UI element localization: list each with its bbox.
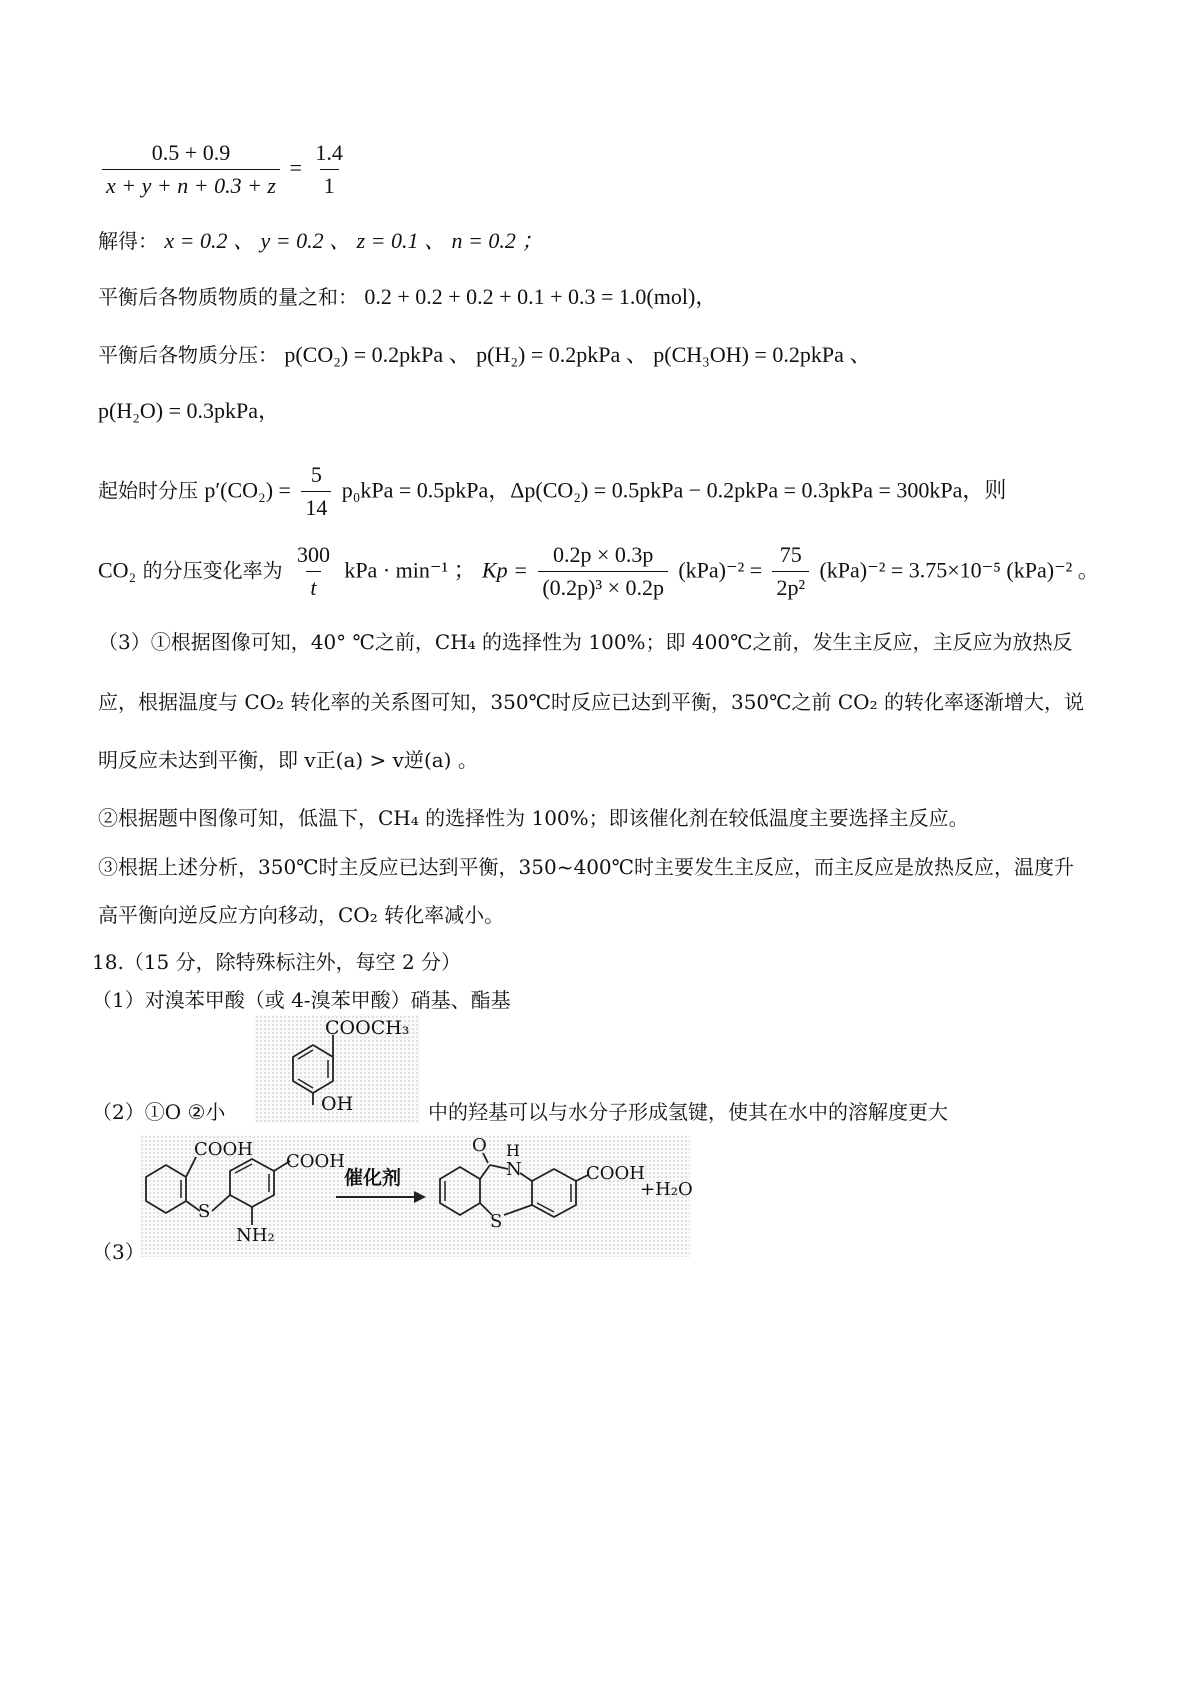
reactant-ring-1 <box>146 1165 186 1213</box>
rate-co2: CO₂ <box>98 557 137 583</box>
fraction-right-denominator: 1 <box>320 169 339 199</box>
label-cooch3: COOCH₃ <box>325 1017 410 1039</box>
q3-line-2: 应，根据温度与 CO₂ 转化率的关系图可知，350℃时反应已达到平衡，350℃之前 CO₂ 的转化率逐渐增大，说 <box>98 690 1084 714</box>
q18-part-1: （1）对溴苯甲酸（或 4-溴苯甲酸）硝基、酯基 <box>92 988 511 1012</box>
fraction-numerator: 0.5 + 0.9 <box>151 140 231 165</box>
label-oh: OH <box>321 1093 354 1115</box>
product-ring-left <box>440 1167 480 1215</box>
q3-line-6: 高平衡向逆反应方向移动，CO₂ 转化率减小。 <box>98 903 505 927</box>
product-o: O <box>472 1135 487 1156</box>
inner-bond <box>298 1079 313 1088</box>
reactant-cooh-2: COOH <box>286 1151 345 1172</box>
partial-prefix: 平衡后各物质分压： <box>98 343 278 367</box>
kp-fraction-2-num: 75 <box>779 542 802 567</box>
q3-line-3: 明反应未达到平衡，即 v正(a) > v逆(a) 。 <box>98 748 478 772</box>
methyl-salicylate-structure <box>255 1015 420 1123</box>
initial-pressure-line <box>98 462 1006 522</box>
bond-ring1-cooh <box>186 1157 196 1177</box>
product-ring-right <box>532 1169 576 1217</box>
sum-line <box>98 284 717 310</box>
q18-header: 18.（15 分，除特殊标注外，每空 2 分） <box>92 950 462 974</box>
sum-prefix: 平衡后各物质物质的量之和： <box>98 285 358 309</box>
kp-fraction-2 <box>772 542 809 602</box>
initial-lhs: p′(CO₂) = <box>204 477 291 503</box>
solve-line <box>98 228 543 254</box>
reactant-s: S <box>198 1201 211 1222</box>
q3-line-5: ③根据上述分析，350℃时主反应已达到平衡，350~400℃时主要发生主反应，而主反应是放热反应，温度升 <box>98 855 1075 879</box>
kp-mid: (kPa)⁻² = <box>678 557 763 583</box>
product-h: H <box>506 1141 520 1160</box>
product-n: N <box>506 1159 522 1180</box>
rate-text: 的分压变化率为 <box>142 558 283 583</box>
q18-part-2-prefix: （2）①O ②小 <box>92 1100 226 1124</box>
partial-line-1 <box>98 342 871 368</box>
q3-line-4: ②根据题中图像可知，低温下，CH₄ 的选择性为 100%；即该催化剂在较低温度主要选择主反应。 <box>98 806 969 830</box>
q18-part-2 <box>92 1100 225 1124</box>
water-product: +H₂O <box>640 1179 693 1200</box>
reactant-nh2: NH₂ <box>236 1225 275 1246</box>
bond-s-ring2 <box>212 1195 230 1211</box>
fraction-right-numerator: 1.4 <box>315 140 343 165</box>
reactant-cooh-1: COOH <box>194 1139 253 1160</box>
reactant-ring-2-bond <box>235 1164 252 1173</box>
kp-label: Kp = <box>481 557 528 583</box>
initial-fraction-num: 5 <box>310 462 322 487</box>
kp-fraction-den: (0.2p)³ × 0.2p <box>538 571 668 601</box>
kp-tail: (kPa)⁻² = 3.75×10⁻⁵ (kPa)⁻² 。 <box>819 557 1100 583</box>
kp-fraction-2-den: 2p² <box>772 571 809 601</box>
equation-fraction <box>98 140 351 200</box>
inner-bond <box>298 1050 313 1059</box>
initial-fraction <box>301 462 331 522</box>
reaction-scheme <box>140 1135 693 1257</box>
rate-unit: kPa · min⁻¹ ； <box>344 557 476 583</box>
reaction-arrow-head <box>414 1191 426 1203</box>
product-s-ring <box>504 1205 532 1215</box>
fraction-left <box>102 140 280 200</box>
benzene-ring <box>293 1045 333 1093</box>
q18-part-3: （3） <box>92 1240 145 1264</box>
initial-prefix: 起始时分压 <box>98 478 198 503</box>
reactant-ring-2 <box>230 1159 274 1207</box>
initial-rest: p₀kPa = 0.5pkPa，Δp(CO₂) = 0.5pkPa − 0.2pkPa = 0.3pkPa = 300kPa，则 <box>341 477 1007 503</box>
partial-expr-1: p(CO₂) = 0.2pkPa 、 p(H₂) = 0.2pkPa 、 p(CH₃OH) = 0.2pkPa 、 <box>284 342 872 367</box>
kp-fraction <box>538 542 668 602</box>
equals-sign: = <box>289 154 302 180</box>
solve-prefix: 解得： <box>98 229 158 253</box>
arrow-label: 催化剂 <box>344 1167 402 1189</box>
product-carbonyl-bond <box>480 1165 490 1179</box>
rate-fraction-den: t <box>306 571 320 601</box>
product-s: S <box>490 1211 503 1232</box>
fraction-right <box>311 140 347 200</box>
q3-line-1: （3）①根据图像可知，40° ℃之前，CH₄ 的选择性为 100%；即 400℃之前，发生主反应，主反应为放热反 <box>98 630 1073 654</box>
solve-values: x = 0.2 、 y = 0.2 、 z = 0.1 、 n = 0.2 ； <box>164 228 544 253</box>
product-n-ring <box>520 1173 532 1181</box>
q18-part-2-suffix: 中的羟基可以与水分子形成氢键，使其在水中的溶解度更大 <box>428 1100 948 1124</box>
partial-line-2: p(H₂O) = 0.3pkPa， <box>98 398 281 423</box>
product-ring-right-bond <box>537 1203 554 1212</box>
sum-expr: 0.2 + 0.2 + 0.2 + 0.1 + 0.3 = 1.0(mol)， <box>364 284 718 309</box>
product-cooh: COOH <box>586 1163 645 1184</box>
fraction-denominator: x + y + n + 0.3 + z <box>102 169 280 199</box>
rate-fraction-num: 300 <box>296 542 330 567</box>
kp-fraction-num: 0.2p × 0.3p <box>552 542 654 567</box>
rate-line <box>98 542 1100 602</box>
rate-fraction <box>293 542 334 602</box>
initial-fraction-den: 14 <box>301 491 331 521</box>
